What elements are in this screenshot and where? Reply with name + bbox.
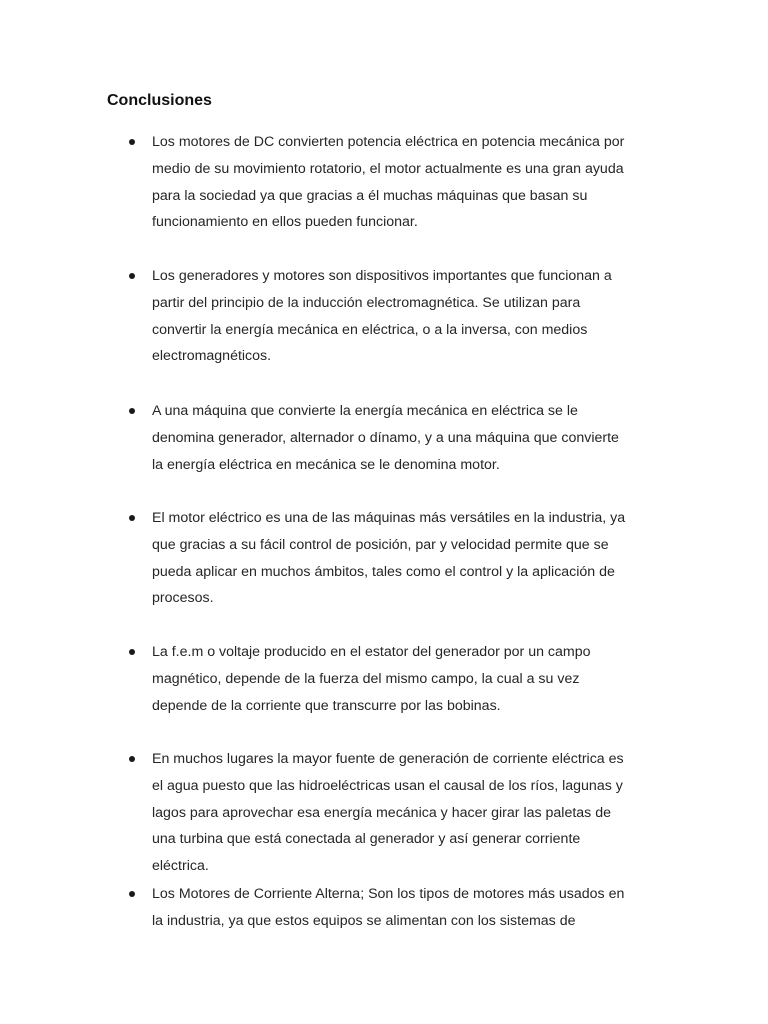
- text-line: la industria, ya que estos equipos se alimentan con los sistemas de: [152, 912, 576, 929]
- text-line: una turbina que está conectada al generador y así generar corriente: [152, 831, 581, 848]
- text-line: denomina generador, alternador o dínamo, y a una máquina que convierte: [152, 429, 619, 446]
- text-line: medio de su movimiento rotatorio, el motor actualmente es una gran ayuda: [152, 160, 624, 177]
- text-line: Los generadores y motores son dispositivos importantes que funcionan a: [152, 268, 612, 284]
- text-line: La f.e.m o voltaje producido en el estator del generador por un campo: [152, 644, 591, 660]
- text-line: para la sociedad ya que gracias a él muchas máquinas que basan su: [152, 187, 588, 204]
- list-item-text: [152, 881, 664, 935]
- text-line: pueda aplicar en muchos ámbitos, tales como el control y la aplicación de: [152, 563, 615, 580]
- list-item: [152, 398, 664, 478]
- text-line: electromagnéticos.: [152, 348, 272, 365]
- bullet-icon: [129, 756, 135, 762]
- text-line: la energía eléctrica en mecánica se le denomina motor.: [152, 456, 500, 473]
- list-item-text: [152, 505, 664, 612]
- page-title: Conclusiones: [107, 92, 212, 109]
- list-item: [152, 881, 664, 935]
- list-item: [152, 746, 664, 880]
- list-item: [152, 639, 664, 719]
- bullet-icon: [129, 408, 135, 414]
- text-line: A una máquina que convierte la energía mecánica en eléctrica se le: [152, 403, 578, 419]
- bullet-icon: [129, 515, 135, 521]
- list-item-text: [152, 639, 664, 719]
- text-line: El motor eléctrico es una de las máquinas más versátiles en la industria, ya: [152, 510, 626, 526]
- text-line: el agua puesto que las hidroeléctricas usan el causal de los ríos, lagunas y: [152, 777, 623, 794]
- list-item-text: [152, 129, 664, 236]
- text-line: eléctrica.: [152, 858, 209, 875]
- text-line: En muchos lugares la mayor fuente de generación de corriente eléctrica es: [152, 751, 624, 767]
- list-item: [152, 263, 664, 370]
- text-line: Los motores de DC convierten potencia eléctrica en potencia mecánica por: [152, 134, 625, 150]
- list-item-text: [152, 398, 664, 478]
- text-line: partir del principio de la inducción electromagnética. Se utilizan para: [152, 294, 581, 311]
- text-line: depende de la corriente que transcurre por las bobinas.: [152, 697, 501, 714]
- text-line: convertir la energía mecánica en eléctrica, o a la inversa, con medios: [152, 321, 588, 338]
- bullet-icon: [129, 273, 135, 279]
- list-item: [152, 129, 664, 236]
- list-item: [152, 505, 664, 612]
- text-line: magnético, depende de la fuerza del mismo campo, la cual a su vez: [152, 670, 580, 687]
- text-line: lagos para aprovechar esa energía mecánica y hacer girar las paletas de: [152, 804, 611, 821]
- text-line: que gracias a su fácil control de posición, par y velocidad permite que se: [152, 536, 609, 553]
- text-line: Los Motores de Corriente Alterna; Son los tipos de motores más usados en: [152, 886, 625, 902]
- text-line: procesos.: [152, 590, 214, 607]
- list-item-text: [152, 746, 664, 880]
- bullet-icon: [129, 139, 135, 145]
- bullet-icon: [129, 649, 135, 655]
- text-line: funcionamiento en ellos pueden funcionar.: [152, 214, 418, 231]
- bullet-icon: [129, 891, 135, 897]
- list-item-text: [152, 263, 664, 370]
